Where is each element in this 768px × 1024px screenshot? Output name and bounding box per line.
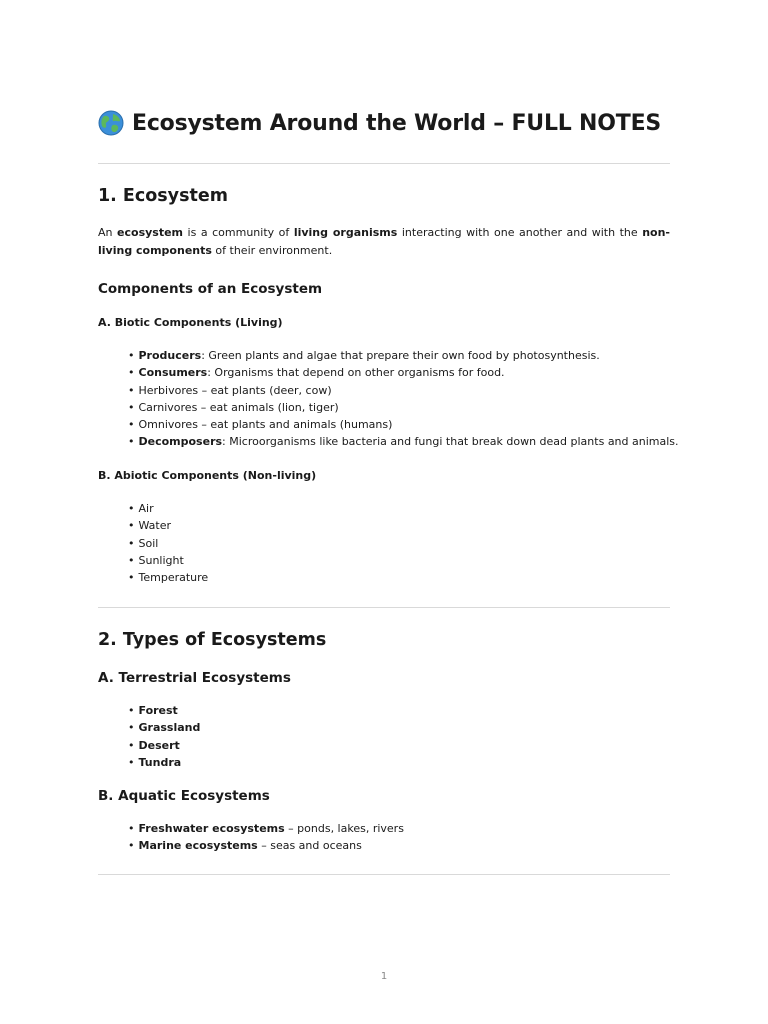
abiotic-list bbox=[128, 500, 208, 586]
list-item: • Temperature bbox=[128, 571, 209, 585]
list-item: • Consumers: Organisms that depend on other organisms for food. bbox=[128, 366, 505, 380]
list-item: • Carnivores – eat animals (lion, tiger) bbox=[128, 400, 339, 414]
document-title: Ecosystem Around the World – FULL NOTES bbox=[132, 110, 662, 136]
globe-icon bbox=[98, 110, 124, 136]
aquatic-list bbox=[128, 820, 404, 855]
divider bbox=[98, 163, 670, 164]
list-item: • Air bbox=[128, 502, 154, 515]
aquatic-heading: B. Aquatic Ecosystems bbox=[98, 788, 270, 804]
components-heading: Components of an Ecosystem bbox=[98, 281, 323, 297]
divider bbox=[98, 874, 670, 875]
biotic-list bbox=[128, 347, 679, 451]
list-item: • Herbivores – eat plants (deer, cow) bbox=[128, 383, 332, 397]
list-item: • Omnivores – eat plants and animals (humans) bbox=[128, 418, 393, 432]
list-item: • Soil bbox=[128, 536, 159, 550]
document-title-row bbox=[98, 110, 661, 136]
list-item: • Water bbox=[128, 519, 172, 533]
list-item: • Grassland bbox=[128, 721, 201, 735]
list-item: • Forest bbox=[128, 704, 178, 717]
list-item: • Tundra bbox=[128, 755, 182, 769]
page-number: 1 bbox=[380, 971, 388, 982]
biotic-heading: A. Biotic Components (Living) bbox=[98, 316, 283, 329]
list-item: • Decomposers: Microorganisms like bacteria and fungi that break down dead plants and animals. bbox=[128, 435, 679, 449]
section-heading-types: 2. Types of Ecosystems bbox=[98, 630, 327, 650]
abiotic-heading: B. Abiotic Components (Non-living) bbox=[98, 469, 317, 482]
list-item: • Desert bbox=[128, 738, 180, 752]
list-item: • Freshwater ecosystems – ponds, lakes, rivers bbox=[128, 822, 404, 835]
terrestrial-list bbox=[128, 702, 200, 771]
terrestrial-heading: A. Terrestrial Ecosystems bbox=[98, 670, 291, 686]
list-item: • Producers: Green plants and algae that prepare their own food by photosynthesis. bbox=[128, 349, 600, 362]
divider bbox=[98, 607, 670, 608]
list-item: • Marine ecosystems – seas and oceans bbox=[128, 839, 362, 853]
ecosystem-definition: An ecosystem is a community of living organisms interacting with one another and with the non-living components of their environment. bbox=[98, 226, 670, 257]
section-heading-ecosystem: 1. Ecosystem bbox=[98, 186, 228, 206]
list-item: • Sunlight bbox=[128, 553, 184, 567]
